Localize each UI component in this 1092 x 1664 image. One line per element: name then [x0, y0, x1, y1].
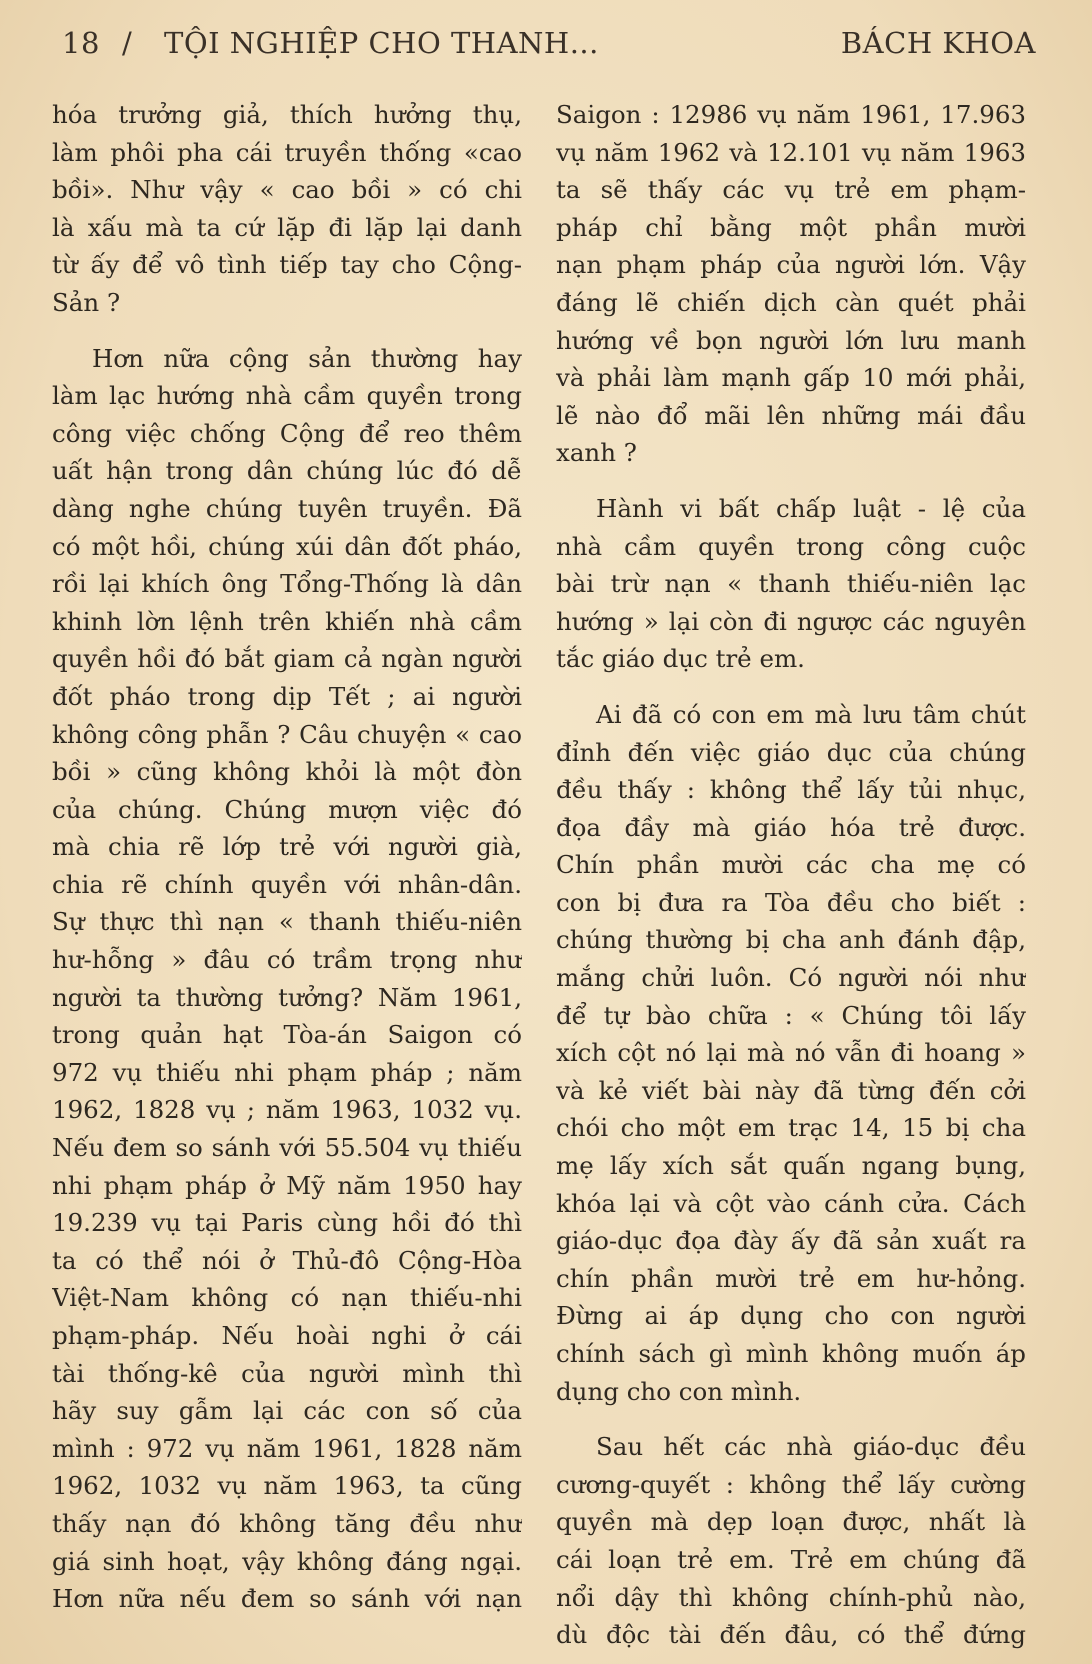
text-line: Ai đã có con em mà lưu tâm chút — [596, 699, 1026, 729]
text-line: trong quản hạt Tòa-án Saigon có — [52, 1020, 522, 1050]
text-line: chín phần mười trẻ em hư-hỏng. — [556, 1263, 1026, 1293]
text-line: mình : 972 vụ năm 1961, 1828 năm — [52, 1433, 522, 1463]
text-line: tài thống-kê của người mình thì — [52, 1358, 522, 1388]
text-line: bồi » cũng không khỏi là một đòn — [52, 757, 522, 787]
text-line: tắc giáo dục trẻ em. — [556, 644, 805, 674]
paragraph-gap — [556, 678, 1026, 696]
text-line: ta sẽ thấy các vụ trẻ em phạm- — [556, 175, 1026, 205]
text-line: Sản ? — [52, 287, 121, 317]
text-line: mắng chửi luôn. Có người nói như — [556, 963, 1026, 993]
text-line: Sự thực thì nạn « thanh thiếu-niên — [52, 907, 522, 937]
text-line: vụ năm 1962 và 12.101 vụ năm 1963 — [556, 137, 1026, 167]
left-column — [52, 96, 522, 1618]
text-line: có một hồi, chúng xúi dân đốt pháo, — [52, 531, 522, 561]
page-number: 18 — [62, 26, 100, 60]
magazine-name: BÁCH KHOA — [840, 26, 1036, 60]
text-line: đọa đầy mà giáo hóa trẻ được. — [556, 812, 1026, 842]
text-line: người ta thường tưởng? Năm 1961, — [52, 982, 522, 1012]
text-line: giáo-dục đọa đày ấy đã sản xuất ra — [556, 1226, 1026, 1256]
paragraph — [556, 490, 1026, 678]
paragraph — [556, 96, 1026, 472]
paragraph — [52, 340, 522, 1618]
text-line: Nếu đem so sánh với 55.504 vụ thiếu — [52, 1133, 522, 1163]
text-line: quyền mà dẹp loạn được, nhất là — [556, 1507, 1026, 1537]
text-line: hướng về bọn người lớn lưu manh — [556, 325, 1026, 355]
text-line: mà chia rẽ lớp trẻ với người già, — [52, 832, 522, 862]
text-line: phạm-pháp. Nếu hoài nghi ở cái — [52, 1321, 522, 1350]
text-line: 1962, 1032 vụ năm 1963, ta cũng — [52, 1471, 522, 1501]
text-line: Việt-Nam không có nạn thiếu-nhi — [52, 1283, 522, 1313]
text-line: từ ấy để vô tình tiếp tay cho Cộng- — [52, 250, 522, 280]
text-line: làm phôi pha cái truyền thống «cao — [52, 137, 522, 167]
article-title: TỘI NGHIỆP CHO THANH... — [164, 26, 599, 60]
text-line: 19.239 vụ tại Paris cùng hồi đó thì — [52, 1208, 522, 1238]
text-line: dàng nghe chúng tuyên truyền. Đã — [52, 493, 522, 523]
text-line: và kẻ viết bài này đã từng đến cởi — [556, 1075, 1026, 1105]
paragraph-gap — [52, 322, 522, 340]
text-line: dụng cho con mình. — [556, 1376, 802, 1406]
text-line: làm lạc hướng nhà cầm quyền trong — [52, 381, 522, 411]
text-line: không công phẫn ? Câu chuyện « cao — [52, 719, 522, 749]
text-line: giá sinh hoạt, vậy không đáng ngại. — [52, 1546, 522, 1576]
right-column — [556, 96, 1026, 1654]
text-line: thấy nạn đó không tăng đều như — [52, 1508, 522, 1538]
text-line: 1962, 1828 vụ ; năm 1963, 1032 vụ. — [52, 1095, 522, 1125]
text-line: lẽ nào đổ mãi lên những mái đầu — [556, 400, 1026, 430]
text-line: đốt pháo trong dịp Tết ; ai người — [52, 681, 522, 711]
text-line: hư-hỗng » đâu có trầm trọng như — [52, 945, 522, 975]
paragraph-gap — [556, 1410, 1026, 1428]
text-line: bồi». Như vậy « cao bồi » có chi — [52, 175, 522, 205]
text-line: ta có thể nói ở Thủ-đô Cộng-Hòa — [52, 1245, 522, 1275]
text-line: nạn phạm pháp của người lớn. Vậy — [556, 250, 1026, 280]
text-line: uất hận trong dân chúng lúc đó dễ — [52, 456, 522, 486]
text-line: khóa lại và cột vào cánh cửa. Cách — [556, 1188, 1026, 1218]
text-line: nhà cầm quyền trong công cuộc — [556, 531, 1026, 561]
text-line: nổi dậy thì không chính-phủ nào, — [556, 1582, 1026, 1612]
text-line: khinh lờn lệnh trên khiến nhà cầm — [52, 606, 522, 636]
text-line: hướng » lại còn đi ngược các nguyên — [556, 606, 1026, 636]
text-line: cái loạn trẻ em. Trẻ em chúng đã — [556, 1544, 1026, 1574]
text-line: của chúng. Chúng mượn việc đó — [52, 794, 522, 824]
text-line: để tự bào chữa : « Chúng tôi lấy — [556, 1000, 1026, 1030]
text-line: Chín phần mười các cha mẹ có — [556, 850, 1026, 880]
paragraph — [52, 96, 522, 322]
text-line: Saigon : 12986 vụ năm 1961, 17.963 — [556, 100, 1026, 129]
text-line: chói cho một em trạc 14, 15 bị cha — [556, 1113, 1026, 1143]
running-header — [62, 26, 1036, 66]
text-line: quyền hồi đó bắt giam cả ngàn người — [52, 644, 522, 674]
text-line: Hơn nữa cộng sản thường hay — [92, 343, 522, 373]
text-line: mẹ lấy xích sắt quấn ngang bụng, — [556, 1151, 1026, 1181]
text-line: đều thấy : không thể lấy tủi nhục, — [556, 775, 1026, 805]
paragraph — [556, 696, 1026, 1410]
text-line: bài trừ nạn « thanh thiếu-niên lạc — [556, 569, 1026, 599]
text-line: chúng thường bị cha anh đánh đập, — [556, 925, 1026, 955]
text-line: con bị đưa ra Tòa đều cho biết : — [556, 887, 1026, 917]
text-line: đáng lẽ chiến dịch càn quét phải — [556, 287, 1026, 317]
text-line: Đừng ai áp dụng cho con người — [556, 1301, 1026, 1331]
text-line: công việc chống Cộng để reo thêm — [52, 418, 522, 448]
text-line: 972 vụ thiếu nhi phạm pháp ; năm — [52, 1057, 522, 1087]
header-separator: / — [122, 26, 133, 60]
text-line: chính sách gì mình không muốn áp — [556, 1339, 1026, 1368]
text-line: Hành vi bất chấp luật - lệ của — [596, 493, 1026, 523]
text-line: rồi lại khích ông Tổng-Thống là dân — [52, 569, 522, 599]
text-line: chia rẽ chính quyền với nhân-dân. — [52, 869, 522, 899]
text-line: Hơn nữa nếu đem so sánh với nạn — [52, 1584, 522, 1614]
text-line: xích cột nó lại mà nó vẫn đi hoang » — [556, 1038, 1026, 1068]
paragraph — [556, 1428, 1026, 1654]
text-line: là xấu mà ta cứ lặp đi lặp lại danh — [52, 212, 522, 242]
text-line: hãy suy gẫm lại các con số của — [52, 1396, 522, 1426]
text-line: nhi phạm pháp ở Mỹ năm 1950 hay — [52, 1170, 522, 1200]
paragraph-gap — [556, 472, 1026, 490]
text-line: Sau hết các nhà giáo-dục đều — [596, 1432, 1026, 1462]
text-line: xanh ? — [556, 438, 637, 468]
text-line: hóa trưởng giả, thích hưởng thụ, — [52, 100, 522, 129]
text-line: đỉnh đến việc giáo dục của chúng — [556, 737, 1026, 767]
text-line: cương-quyết : không thể lấy cường — [556, 1469, 1026, 1499]
text-line: pháp chỉ bằng một phần mười — [556, 212, 1026, 242]
text-line: và phải làm mạnh gấp 10 mới phải, — [556, 363, 1026, 393]
text-line: dù độc tài đến đâu, có thể đứng — [556, 1620, 1026, 1650]
